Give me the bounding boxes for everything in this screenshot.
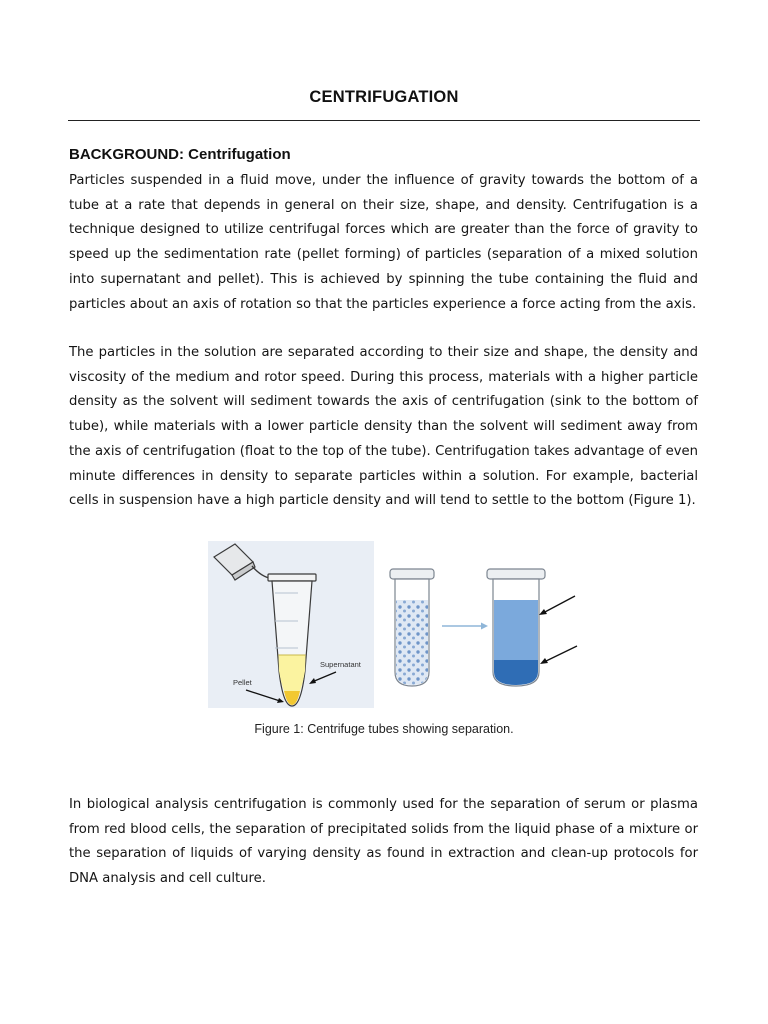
section-heading: BACKGROUND: Centrifugation — [69, 146, 291, 163]
supernatant-label: Supernatant — [320, 660, 361, 669]
figure-caption: Figure 1: Centrifuge tubes showing separation. — [254, 722, 514, 736]
supernatant-layer — [278, 655, 305, 691]
pointer-arrow-upper — [539, 596, 575, 615]
page-title: CENTRIFUGATION — [309, 88, 459, 106]
test-tube-separation-figure — [380, 560, 580, 695]
pellet-label: Pellet — [233, 678, 252, 687]
paragraph-background-1: Particles suspended in a fluid move, under the influence of gravity towards the bottom of a tube at a rate that depends in general on their size, shape, and density. Centrifugation is a technique designed to utilize centrifugal forces which are greater than the force of gravity to speed up the sedimentation rate (pellet forming) of particles (separation of a mixed solution into supernatant and pellet). This is achieved by spinning the tube containing the fluid and particles about an axis of rotation so that the particles experience a force acting from the axis. — [69, 173, 698, 312]
title-divider — [68, 120, 700, 121]
mixed-solution-tube-icon — [390, 569, 434, 686]
paragraph-background-2: The particles in the solution are separated according to their size and shape, the density and viscosity of the medium and rotor speed. During this process, materials with a higher particle density as the solvent will sediment towards the axis of centrifugation (sink to the bottom of tube), while materials with a lower particle density than the solvent will sediment away from the axis of centrifugation (float to the top of the tube). Centrifugation takes advantage of even minute differences in density to separate particles within a solution. For example, bacterial cells in suspension have a high particle density and will tend to settle to the bottom (Figure 1). — [69, 345, 698, 509]
microcentrifuge-tube-figure — [208, 541, 374, 708]
separated-solution-tube-icon — [487, 569, 545, 686]
paragraph-applications: In biological analysis centrifugation is commonly used for the separation of serum or plasma from red blood cells, the separation of precipitated solids from the liquid phase of a mixture or the separation of liquids of varying density as found in extraction and clean-up protocols for DNA analysis and cell culture. — [69, 797, 698, 887]
pointer-arrow-lower — [540, 646, 577, 664]
process-arrow-icon — [442, 623, 488, 630]
